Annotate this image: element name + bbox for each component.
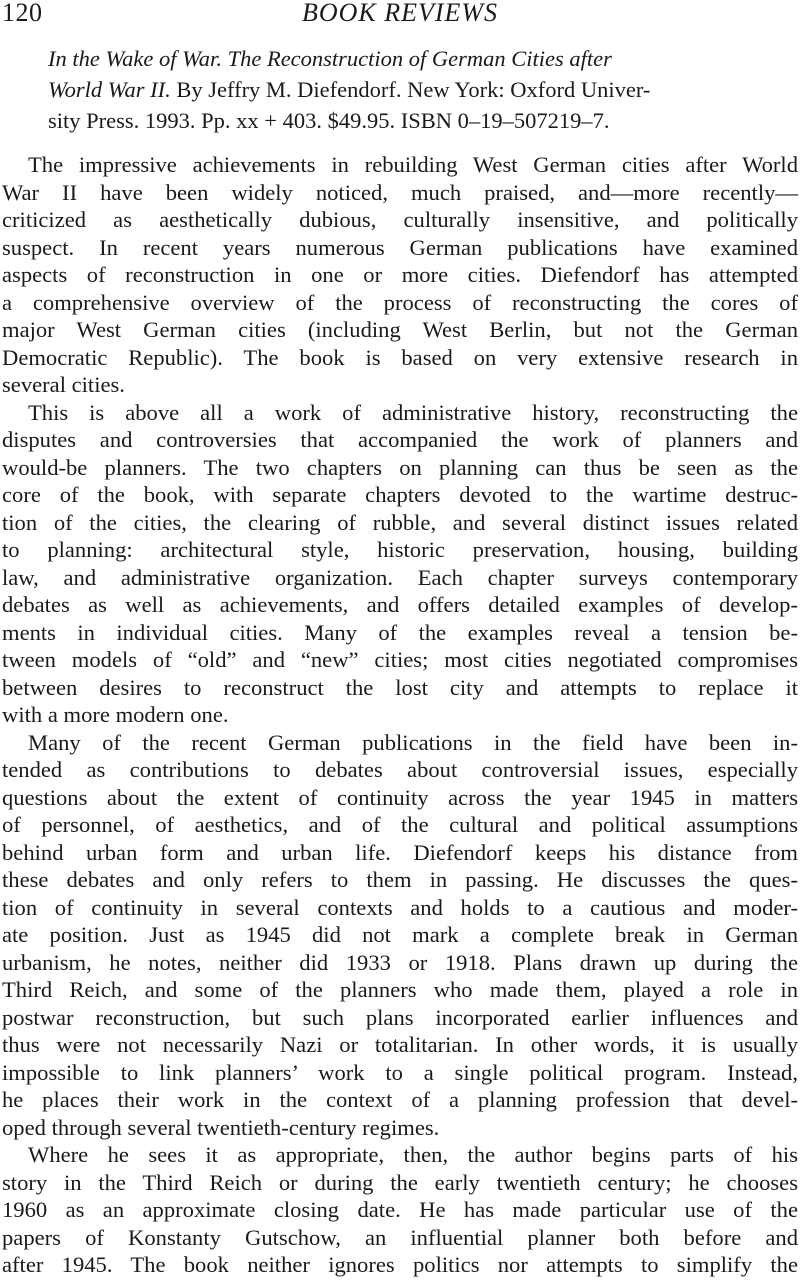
- text-line: papers of Konstanty Gutschow, an influential planner both before and: [2, 1224, 798, 1250]
- text-line: he places their work in the context of a planning profession that devel-: [2, 1087, 798, 1112]
- paragraph-4: [2, 1141, 798, 1279]
- text-line: tended as contributions to debates about controversial issues, especially: [2, 757, 798, 782]
- text-line: major West German cities (including West Berlin, but not the German: [2, 317, 798, 342]
- text-line: ments in individual cities. Many of the examples reveal a tension be-: [2, 619, 798, 645]
- text-line: postwar reconstruction, but such plans incorporated earlier influences and: [2, 1004, 798, 1030]
- text-line: behind urban form and urban life. Diefendorf keeps his distance from: [2, 839, 798, 865]
- text-line: questions about the extent of continuity across the year 1945 in matters: [2, 784, 798, 810]
- text-line: Third Reich, and some of the planners who made them, played a role in: [2, 977, 798, 1002]
- paragraph-3: [2, 729, 798, 1142]
- text-line: thus were not necessarily Nazi or totalitarian. In other words, it is usually: [2, 1032, 798, 1057]
- text-line: after 1945. The book neither ignores politics nor attempts to simplify the: [2, 1252, 798, 1277]
- book-title-part-2: World War II.: [48, 77, 171, 102]
- page-number: 120: [2, 0, 43, 27]
- text-line: This is above all a work of administrative history, reconstructing the: [28, 399, 798, 425]
- text-line: of personnel, of aesthetics, and of the cultural and political assumptions: [2, 812, 798, 837]
- text-line: would-be planners. The two chapters on planning can thus be seen as the: [2, 454, 798, 480]
- text-line: impossible to link planners’ work to a single political program. Instead,: [2, 1059, 798, 1085]
- book-title-part-1: In the Wake of War. The Reconstruction of German Cities after: [48, 46, 612, 71]
- text-line: disputes and controversies that accompanied the work of planners and: [2, 427, 798, 452]
- text-line: Many of the recent German publications in the field have been in-: [28, 729, 798, 755]
- text-line: debates as well as achievements, and offers detailed examples of develop-: [2, 592, 798, 617]
- text-line: Where he sees it as appropriate, then, the author begins parts of his: [28, 1142, 798, 1167]
- text-line: suspect. In recent years numerous German publications have examined: [2, 234, 798, 260]
- review-body: [2, 151, 798, 1279]
- text-line: to planning: architectural style, historic preservation, housing, building: [2, 537, 798, 562]
- text-line: 1960 as an approximate closing date. He has made particular use of the: [2, 1197, 798, 1222]
- running-head: [0, 0, 800, 32]
- text-line: a comprehensive overview of the process of reconstructing the cores of: [2, 289, 798, 315]
- text-line: War II have been widely noticed, much praised, and—more recently—: [2, 179, 798, 205]
- author-publisher: By Jeffry M. Diefendorf. New York: Oxford Univer-: [170, 77, 651, 102]
- text-line: The impressive achievements in rebuilding West German cities after World: [28, 152, 798, 177]
- text-line: tween models of “old” and “new” cities; most cities negotiated compromises: [2, 647, 798, 672]
- paragraph-2: [2, 399, 798, 729]
- text-line: Democratic Republic). The book is based on very extensive research in: [2, 344, 798, 370]
- text-line: criticized as aesthetically dubious, culturally insensitive, and politically: [2, 207, 798, 232]
- text-line: several cities.: [2, 372, 125, 397]
- text-line: with a more modern one.: [2, 702, 229, 727]
- text-line: urbanism, he notes, neither did 1933 or 1918. Plans drawn up during the: [2, 949, 798, 975]
- citation-line-3: [48, 105, 783, 136]
- text-line: these debates and only refers to them in passing. He discusses the ques-: [2, 867, 798, 892]
- text-line: ate position. Just as 1945 did not mark a complete break in German: [2, 922, 798, 947]
- text-line: between desires to reconstruct the lost city and attempts to replace it: [2, 674, 798, 700]
- citation-line-2: [48, 74, 783, 105]
- text-line: tion of continuity in several contexts and holds to a cautious and moder-: [2, 894, 798, 920]
- paragraph-1: [2, 151, 798, 399]
- text-line: core of the book, with separate chapters devoted to the wartime destruc-: [2, 482, 798, 507]
- text-line: story in the Third Reich or during the early twentieth century; he chooses: [2, 1169, 798, 1195]
- text-line: law, and administrative organization. Each chapter surveys contemporary: [2, 564, 798, 590]
- text-line: oped through several twentieth-century regimes.: [2, 1114, 440, 1140]
- publication-details: sity Press. 1993. Pp. xx + 403. $49.95. ISBN 0–19–507219–7.: [48, 108, 610, 133]
- review-citation: [48, 43, 783, 136]
- citation-line-1: [48, 43, 783, 74]
- running-title: BOOK REVIEWS: [301, 0, 499, 27]
- text-line: tion of the cities, the clearing of rubble, and several distinct issues related: [2, 509, 798, 535]
- text-line: aspects of reconstruction in one or more cities. Diefendorf has attempted: [2, 262, 798, 287]
